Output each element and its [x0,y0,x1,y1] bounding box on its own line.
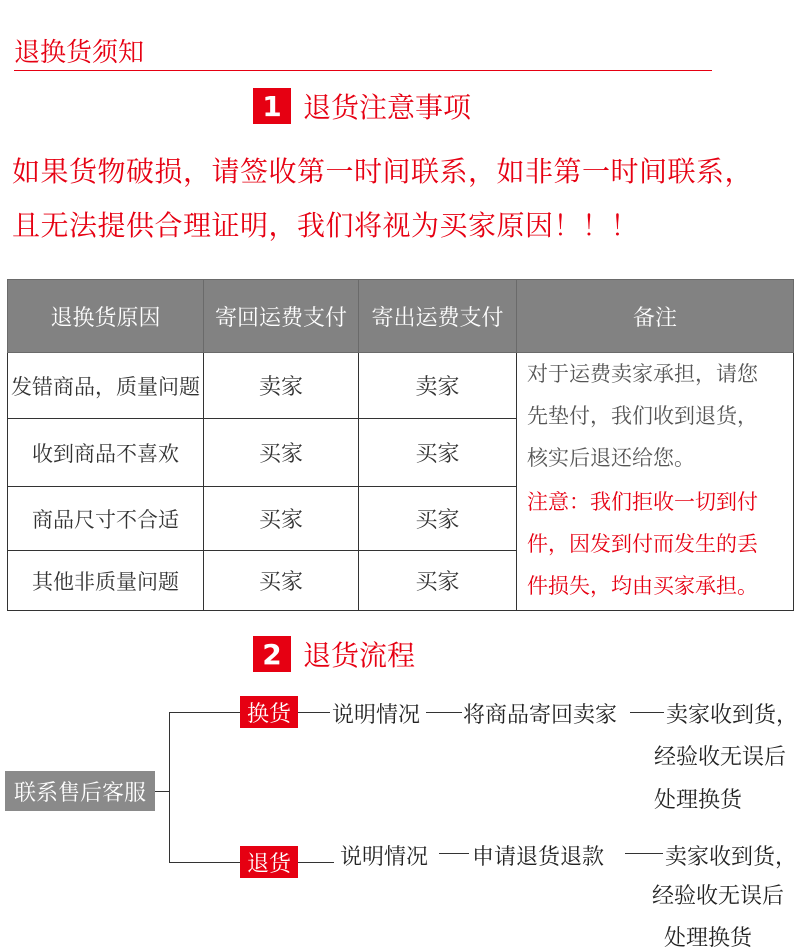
send-fee-cell: 买家 [359,419,517,487]
exchange-branch-line [169,712,240,713]
section-2-title: 退货流程 [303,639,416,672]
exchange-connector-1 [298,712,330,713]
exchange-step-3-line-2: 经验收无误后 [654,745,787,770]
exchange-step-2: 将商品寄回卖家 [463,703,618,728]
section-1-heading [253,88,471,124]
contact-connector [155,791,169,792]
notes-red-line: 件损失，均由买家承担。 [527,574,758,598]
reason-cell: 发错商品，质量问题 [8,353,204,419]
refund-connector-1 [298,862,334,863]
exchange-connector-3 [630,712,664,713]
return-fee-cell: 买家 [204,487,359,551]
refund-step-2: 申请退货退款 [472,845,605,870]
notes-cell [517,353,794,611]
page-title: 退换货须知 [14,38,145,68]
section-1-number-badge: 1 [253,88,291,124]
refund-branch-line [169,862,240,863]
refund-tag: 退货 [240,846,298,878]
notes-gray-line: 先垫付，我们收到退货， [527,404,758,428]
header-return-fee: 寄回运费支付 [204,280,359,353]
return-fee-cell: 买家 [204,551,359,611]
notes-red-line: 件，因发到付而发生的丢 [527,532,758,556]
refund-step-1: 说明情况 [340,845,429,870]
table-row [8,353,794,419]
refund-connector-3 [625,853,663,854]
warning-line-2: 且无法提供合理证明，我们将视为买家原因！！！ [12,209,640,242]
exchange-step-3-line-1: 卖家收到货， [666,703,799,728]
section-2-heading [253,636,415,672]
refund-step-3-line-1: 卖家收到货， [665,845,798,870]
header-reason: 退换货原因 [8,280,204,353]
notes-red-line: 注意：我们拒收一切到付 [527,490,758,514]
refund-connector-2 [439,853,469,854]
section-1-title: 退货注意事项 [303,91,472,124]
notes-gray-line: 对于运费卖家承担，请您 [527,362,758,386]
contact-service-box: 联系售后客服 [5,771,155,811]
reason-cell: 其他非质量问题 [8,551,204,611]
exchange-step-1: 说明情况 [332,703,421,728]
title-divider [14,70,712,71]
header-notes: 备注 [517,280,794,353]
return-fee-cell: 卖家 [204,353,359,419]
header-send-fee: 寄出运费支付 [359,280,517,353]
notes-gray-line: 核实后退还给您。 [527,446,695,470]
exchange-connector-2 [426,712,462,713]
send-fee-cell: 买家 [359,487,517,551]
return-fee-cell: 买家 [204,419,359,487]
branch-vertical-line [169,712,170,863]
section-2-number-badge: 2 [253,636,291,672]
exchange-step-3-line-3: 处理换货 [654,788,743,813]
refund-step-3-line-2: 经验收无误后 [652,884,785,909]
exchange-tag: 换货 [240,696,298,728]
send-fee-cell: 买家 [359,551,517,611]
table-header-row [8,280,794,353]
return-policy-table [7,279,794,611]
send-fee-cell: 卖家 [359,353,517,419]
reason-cell: 商品尺寸不合适 [8,487,204,551]
reason-cell: 收到商品不喜欢 [8,419,204,487]
warning-line-1: 如果货物破损，请签收第一时间联系，如非第一时间联系， [12,155,754,188]
refund-step-3-line-3: 处理换货 [664,926,753,951]
